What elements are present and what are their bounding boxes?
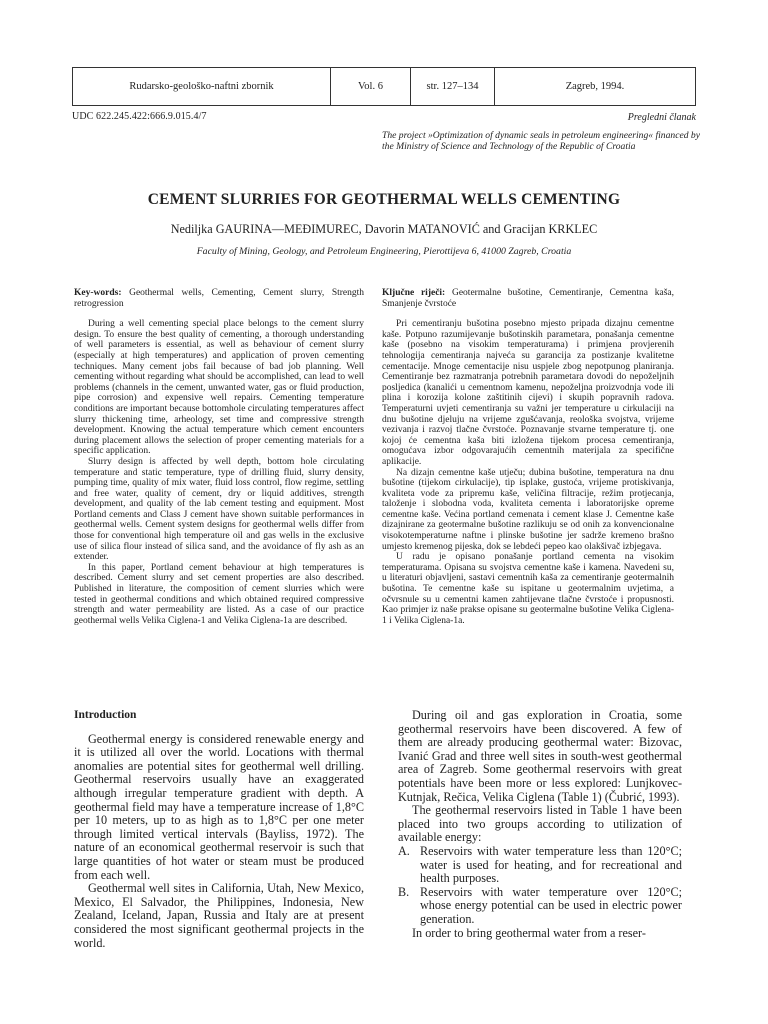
keywords-english	[74, 288, 364, 309]
project-note: The project »Optimization of dynamic seals in petroleum engineering« financed by the Ministry of Science and Technology of the Republic of Croatia	[382, 130, 700, 152]
list-item-text: Reservoirs with water temperature less than 120°C; water is used for heating, and for recreational and health purposes.	[420, 843, 682, 886]
list-marker: A.	[398, 843, 410, 858]
journal-pages: str. 127–134	[411, 68, 495, 105]
body-paragraph: During oil and gas exploration in Croatia, some geothermal reservoirs have been discovered. A few of them are already producing geothermal water: Bizovac, Ivanić Grad and three well sites in south-west geothermal area of Zagreb. Some geothermal reservoirs with great potentials have been more or less explored: Lunjkovec-Kutnjak, Rečica, Velika Ciglena (Table 1) (Čubrić, 1993).	[398, 708, 682, 804]
abstract-paragraph: During a well cementing special place belongs to the cement slurry design. To ensure the best quality of cementing, a thorough understanding of well parameters is essential, as well as behaviour of cement slurry (especially at high temperatures) and application of proven cementing techniques. Many cement jobs fail because of bad job planning. Well cementing without regarding what should be accomplished, can lead to well problems (channels in the cement, unwanted water, gas or fluid production, pipe corrosion) and expensive well repairs. Cementing temperature conditions are important because bottomhole circulating temperatures affect slurry thickening time, arheology, set time and compressive strength development. Knowing the actual temperature which cement encounters during placement allows the selection of proper cementing materials for a specific application.	[74, 319, 364, 457]
body-paragraph: Geothermal well sites in California, Utah, New Mexico, Mexico, El Salvador, the Philippines, Indonesia, New Zealand, Iceland, Japan, Russia and Italy are at present considered the most significant geothermal projects in the world.	[74, 881, 364, 950]
introduction-left-column	[74, 709, 364, 950]
keywords-text: Geotermalne bušotine, Cementiranje, Cementna kaša, Smanjenje čvrstoće	[382, 288, 674, 309]
reservoir-group-list	[398, 845, 682, 927]
list-item	[398, 886, 682, 927]
paper-title: CEMENT SLURRIES FOR GEOTHERMAL WELLS CEMENTING	[147, 191, 621, 208]
journal-name: Rudarsko-geološko-naftni zbornik	[73, 68, 331, 105]
journal-place-year: Zagreb, 1994.	[565, 81, 625, 92]
keywords-croatian	[382, 288, 674, 309]
author-affiliation: Faculty of Mining, Geology, and Petroleum Engineering, Pierottijeva 6, 41000 Zagreb, Croatia	[196, 246, 572, 257]
abstract-english	[74, 288, 364, 626]
journal-header-box	[72, 67, 696, 106]
abstract-paragraph: Pri cementiranju bušotina posebno mjesto pripada dizajnu cementne kaše. Potpuno razumijevanje bušotinskih parametara, ponašanja cementne kaše (posebno na visokim temperaturama) i primjena provjerenih tehnologija cementiranja najveća su garancija za postizanje kvalitetne cementacije. Mnoge cementacije nisu uspjele zbog nepotpunog planiranja. Cementiranje bez razmatranja potrebnih parametara dovodi do nepoželjnih posljedica (kanalići u cementnom kamenu, nepoželjna proizvodnja vode ili plina i korozija kolone zaštitinih cijevi) i skupih popravnih radova. Temperaturni uvjeti cementiranja su važni jer temperature u cirkulaciji na dnu bušotine djeluju na vrijeme zgušćavanja, reološka svojstva, vrijeme vezivanja i razvoj tlačne čvrstoće. Poznavanje stvarne temperature tj. one kojoj će cementna kaša biti izložena tijekom procesa cementiranja, omogućava izbor odgovarajućih cementnih materijala za specifične aplikacije.	[382, 319, 674, 467]
list-item	[398, 845, 682, 886]
abstract-paragraph: Slurry design is affected by well depth, bottom hole circulating temperature and static temperature, type of drilling fluid, slurry density, pumping time, quality of mix water, fluid loss control, flow regime, settling and free water, quality of cement, dry or liquid additives, strength development, and quality of the lab cement testing and equipment. Most Portland cements and Class J cement have shown suitable performances in geothermal wells. Cement system designs for geothermal wells differ from those for conventional high temperature oil and gas wells in the exclusive use of silica flour instead of silica sand, and the avoidance of fly ash as an extender.	[74, 456, 364, 563]
journal-volume: Vol. 6	[331, 68, 411, 105]
list-item-text: Reservoirs with water temperature over 120°C; whose energy potential can be used in electric power generation.	[420, 884, 682, 926]
list-marker: B.	[398, 884, 410, 899]
keywords-text: Geothermal wells, Cementing, Cement slurry, Strength retrogression	[74, 288, 365, 309]
abstract-croatian	[382, 288, 674, 626]
body-paragraph: The geothermal reservoirs listed in Table 1 have been placed into two groups according to utilization of available energy:	[398, 803, 682, 845]
keywords-label: Ključne riječi:	[382, 288, 446, 298]
udc-code: UDC 622.245.422:666.9.015.4/7	[72, 111, 207, 122]
introduction-right-column	[398, 709, 682, 940]
keywords-label: Key-words:	[74, 288, 122, 298]
body-paragraph: Geothermal energy is considered renewable energy and it is utilized all over the world. Locations with thermal anomalies are potential sites for geothermal well drilling. Geothermal reservoirs usually have an exaggerated although irregular temperature gradient with depth. A geothermal field may have a temperature increase of 1,8°C per 10 meters, up to as high as to 1,8°C per one meter through limited vertical intervals (Bayliss, 1972). The nature of an economical geothermal reservoir is such that large quantities of hot water or steam must be produced from each well.	[74, 731, 364, 882]
abstract-paragraph: Na dizajn cementne kaše utječu; dubina bušotine, temperatura na dnu bušotine (tijekom cirkulacije), tip isplake, gustoća, vrijeme protiskivanja, kvaliteta vode za pripremu kaše, veličina filtracije, režim protjecanja, taloženje i slobodna voda, kvaliteta cementa i laboratorijske opreme cementne kaše. Većina portland cemenata i cement klase J. Cementne kaše dizajnirane za geotermalne bušotine razlikuju se od onih za konvencionalne visokotemperaturne naftne i plinske bušotine jer sadrže kremeno brašno umjesto kremenog pijeska, dok se lebdeći pepeo kao olakšivač izbjegava.	[382, 467, 674, 552]
section-heading: Introduction	[74, 709, 137, 721]
abstract-paragraph: U radu je opisano ponašanje portland cementa na visokim temperaturama. Opisana su svojstva cementne kaše i kamena. Navedeni su, u literaturi objavljeni, sastavi cementnih kaša za cementiranje geotermalnih bušotina. Te cementne kaše su ispitane u geotermalnim uvjetima, a očvrsnule su u cementni kamen zahtijevane tlačne čvrstoće i propusnosti. Kao primjer iz naše prakse opisane su geotermalne bušotine Velika Ciglena-1 i Velika Ciglena-1a.	[382, 552, 674, 626]
article-type: Pregledni članak	[627, 112, 696, 123]
paper-authors: Nediljka GAURINA—MEĐIMUREC, Davorin MATANOVIĆ and Gracijan KRKLEC	[170, 222, 598, 236]
body-paragraph: In order to bring geothermal water from a reser-	[412, 925, 646, 940]
abstract-paragraph: In this paper, Portland cement behaviour at high temperatures is described. Cement slurry and set cement properties are also described. Published in literature, the composition of cement slurries which were tested in geothermal conditions and which obtained required compressive strength and water permeability are listed. As a case of our practice geothermal wells Velika Ciglena-1 and Velika Ciglena-1a are described.	[74, 562, 364, 626]
